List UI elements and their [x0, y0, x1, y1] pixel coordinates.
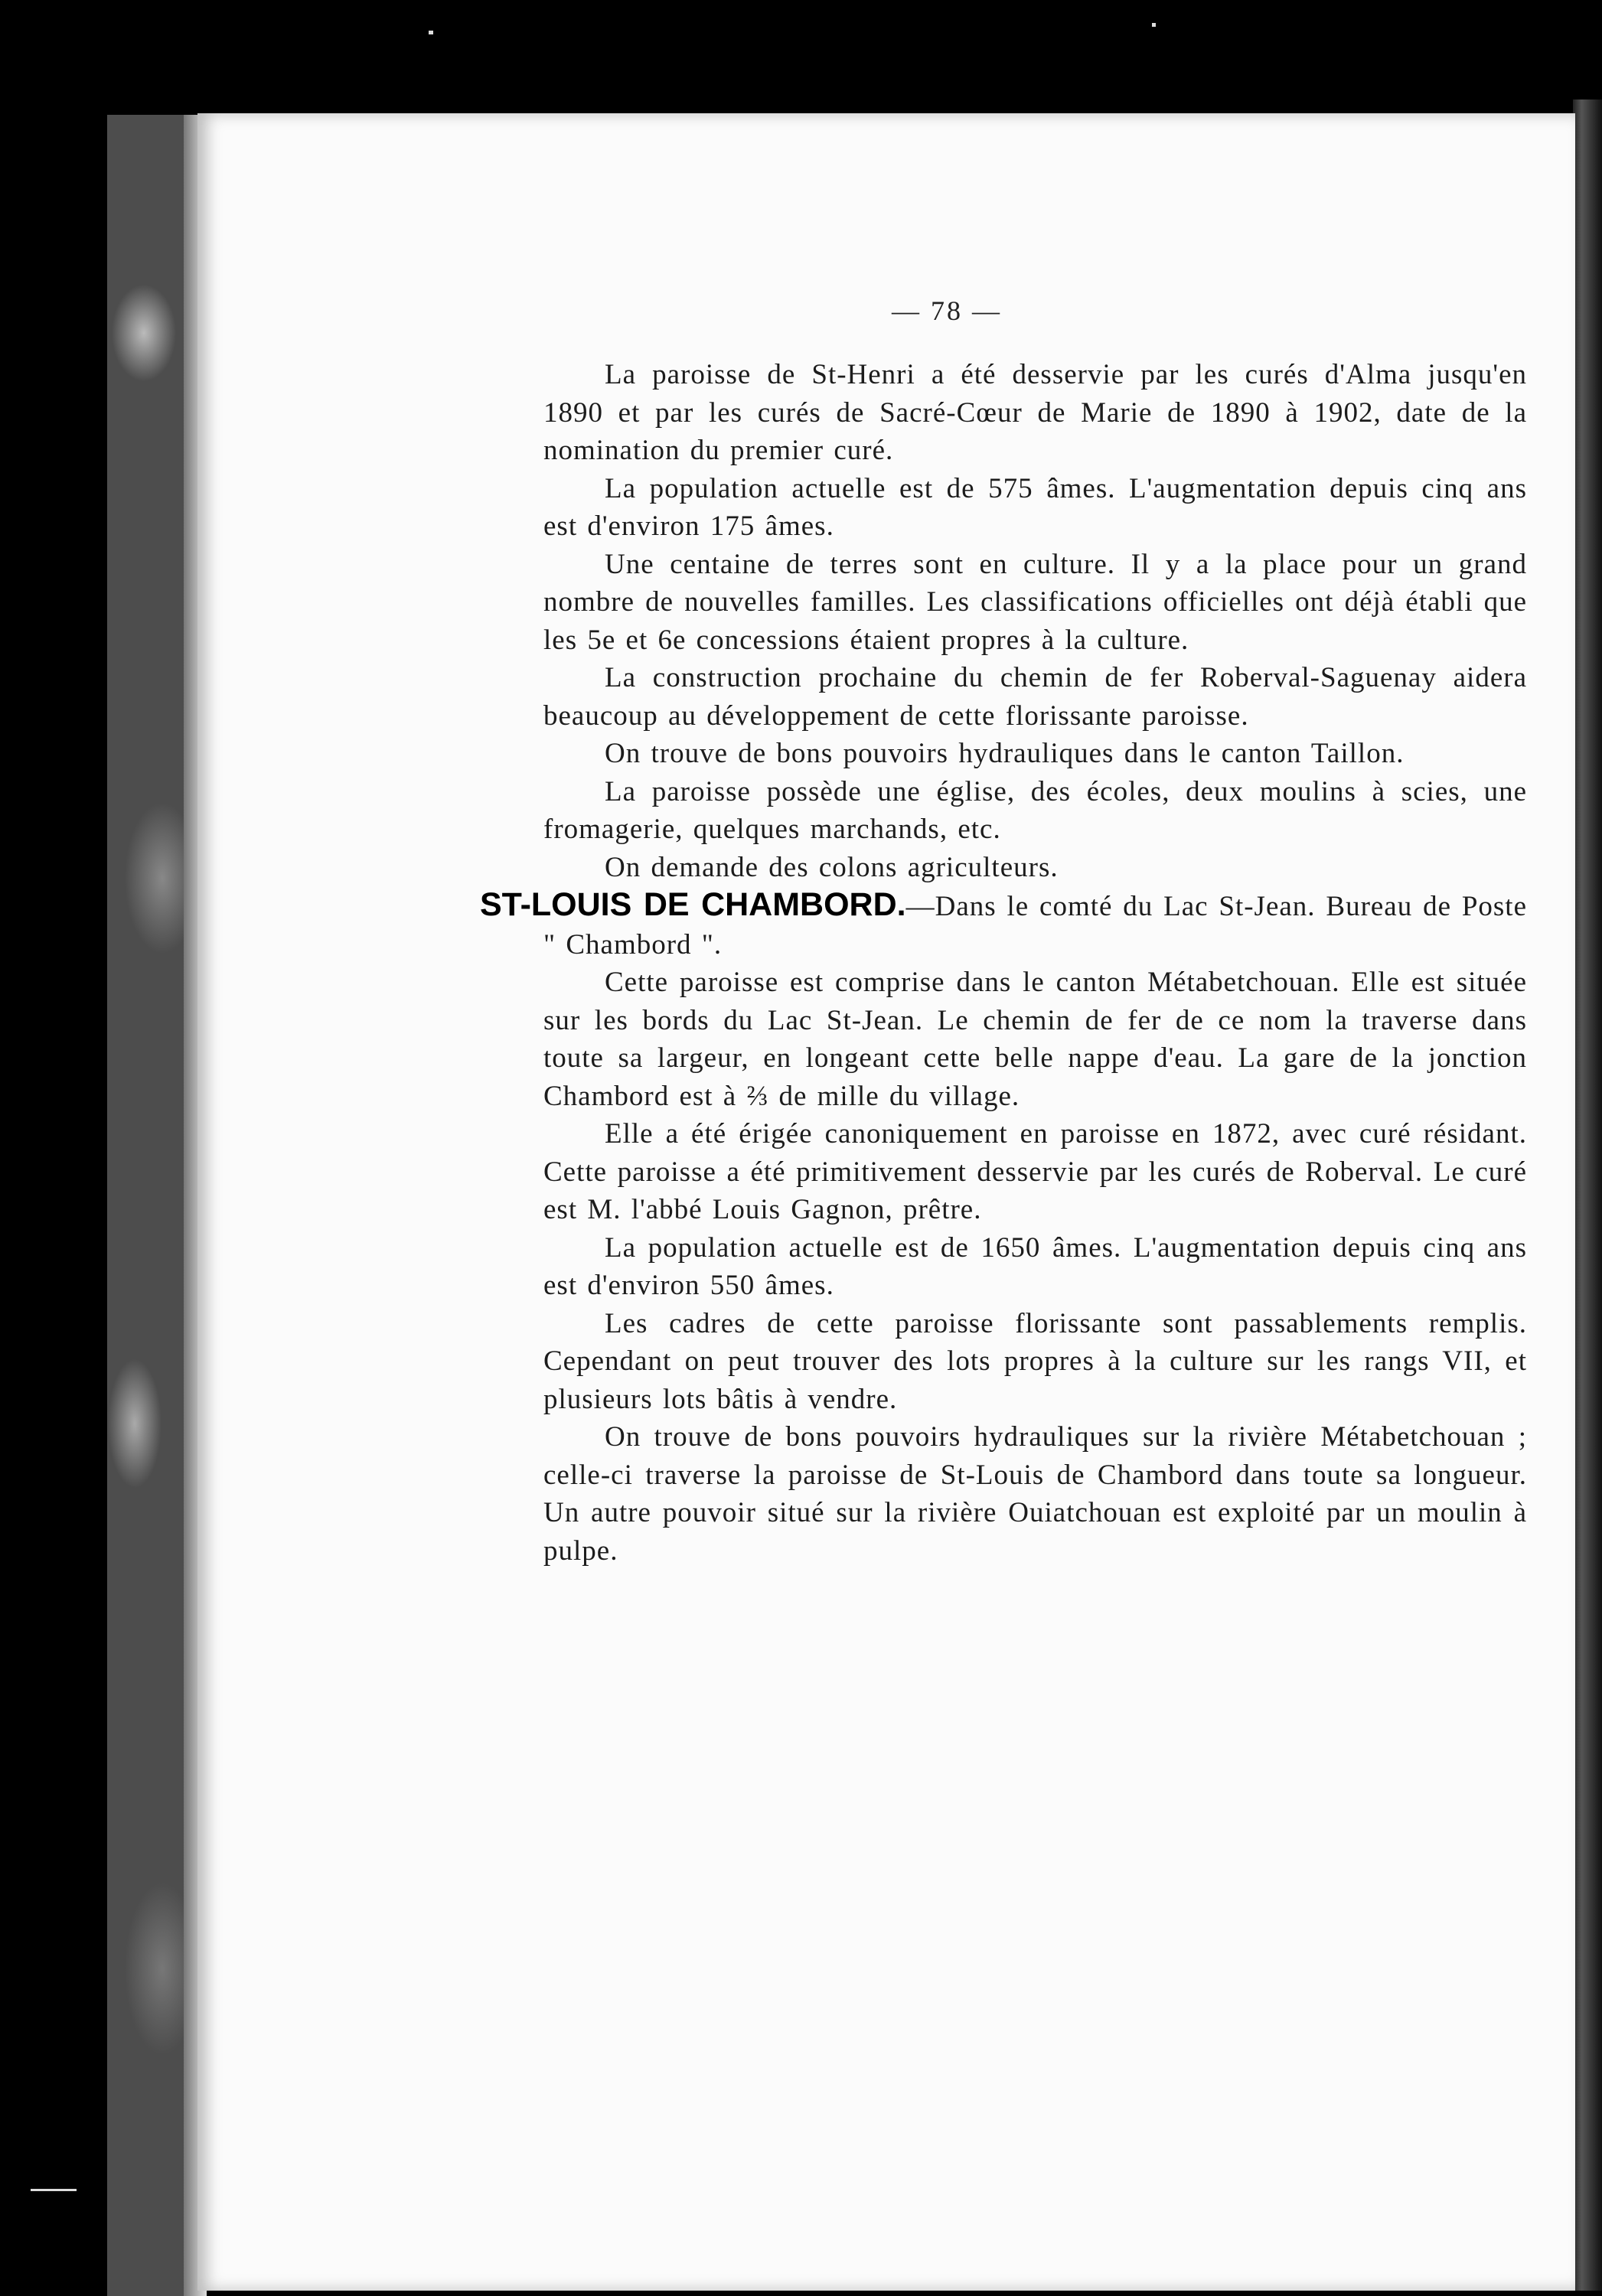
paragraph: On trouve de bons pouvoirs hydrauliques sur la rivière Métabetchouan ; celle-ci traverse la paroisse de St-Louis de Chambord dans toute sa longueur. Un autre pouvoir situé sur la rivière Ouiatchouan est exploité par un moulin à pulpe. [543, 1421, 1527, 1567]
facing-page-edge [1573, 99, 1602, 2291]
paragraph: La construction prochaine du chemin de fer Roberval-Saguenay aidera beaucoup au développement de cette florissante paroisse. [543, 662, 1527, 732]
page-number: — 78 — [892, 295, 1002, 326]
paragraph: Elle a été érigée canoniquement en paroisse en 1872, avec curé résidant. Cette paroisse a été primitivement desservie par les curés de Roberval. Le curé est M. l'abbé Louis Gagnon, prêtre. [543, 1118, 1527, 1225]
paragraph: La population actuelle est de 1650 âmes. L'augmentation depuis cinq ans est d'environ 550 âmes. [543, 1231, 1527, 1301]
scan-speck [31, 2189, 77, 2191]
paragraph: Une centaine de terres sont en culture. Il y a la place pour un grand nombre de nouvelles familles. Les classifications officielles ont déjà établi que les 5e et 6e concessions étaient propres à la culture. [543, 548, 1527, 656]
page-text [480, 356, 1527, 1570]
paragraph: On trouve de bons pouvoirs hydrauliques dans le canton Taillon. [605, 738, 1405, 769]
paragraph: La paroisse possède une église, des écoles, deux moulins à scies, une fromagerie, quelques marchands, etc. [543, 775, 1527, 845]
paragraph: On demande des colons agriculteurs. [605, 851, 1059, 883]
scan-speck [1152, 23, 1156, 27]
section-heading: ST-LOUIS DE CHAMBORD. [480, 886, 906, 923]
paragraph: Cette paroisse est comprise dans le canton Métabetchouan. Elle est située sur les bords du Lac St-Jean. Le chemin de fer de ce nom la traverse dans toute sa largeur, en longeant cette belle nappe d'eau. La gare de la jonction Chambord est à ⅔ de mille du village. [543, 967, 1527, 1112]
paragraph: La population actuelle est de 575 âmes. L'augmentation depuis cinq ans est d'environ 175 âmes. [543, 472, 1527, 542]
section-start [480, 886, 1527, 964]
paragraph: La paroisse de St-Henri a été desservie par les curés d'Alma jusqu'en 1890 et par les curés de Sacré-Cœur de Marie de 1890 à 1902, date de la nomination du premier curé. [543, 359, 1527, 466]
paragraph: Les cadres de cette paroisse florissante sont passablements remplis. Cependant on peut trouver des lots propres à la culture sur les rangs VII, et plusieurs lots bâtis à vendre. [543, 1307, 1527, 1415]
section-intro: —Dans le comté du Lac St-Jean. Bureau de Poste " Chambord ". [543, 891, 1527, 960]
scan-speck [429, 31, 433, 34]
